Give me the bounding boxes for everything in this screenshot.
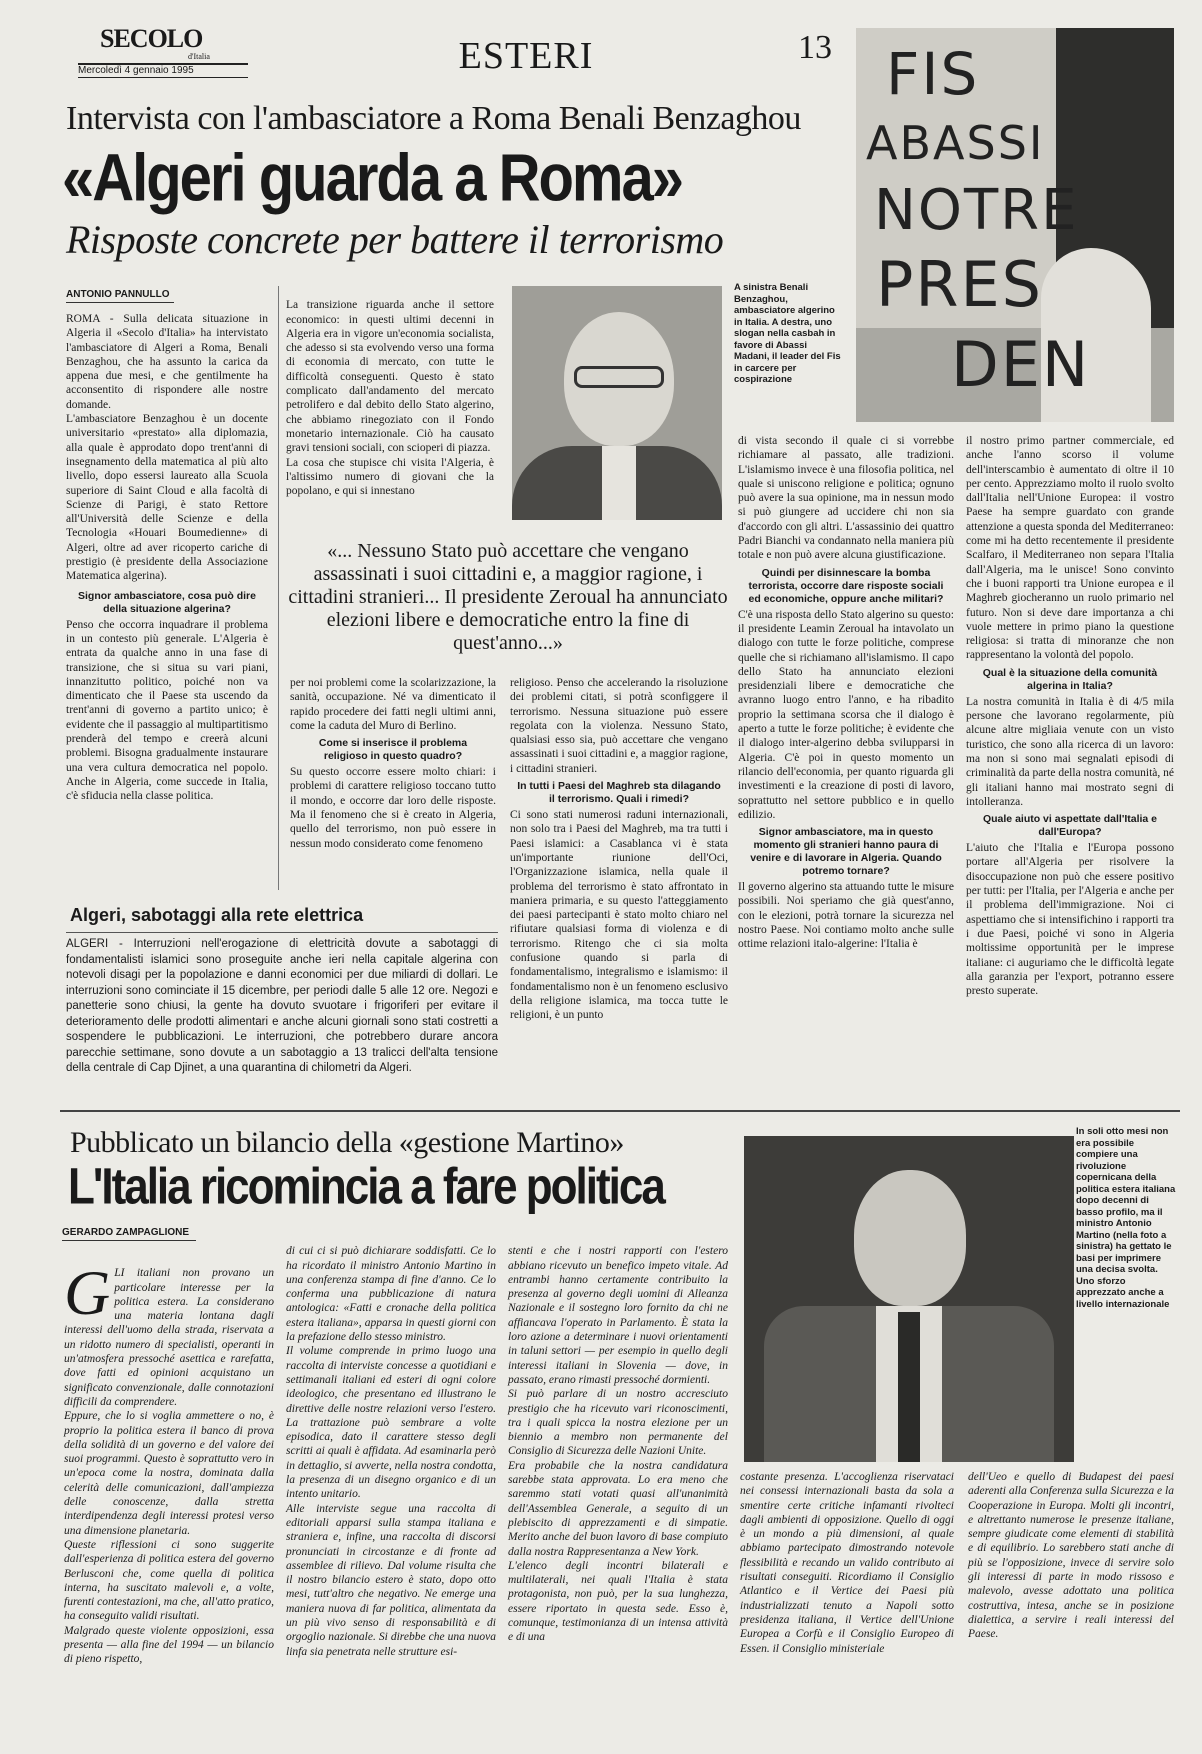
article2-column-2 <box>286 1230 496 1730</box>
news-box-rule <box>66 932 498 933</box>
masthead-logo-block <box>78 26 268 88</box>
ambassador-portrait-photo <box>512 286 722 520</box>
article2-kicker: Pubblicato un bilancio della «gestione Martino» <box>70 1126 624 1159</box>
slogan-line-1: FIS <box>886 40 980 108</box>
section-title: ESTERI <box>458 35 594 77</box>
article2-col1-text: LI italiani non provano un particolare interesse per la politica estera. La considerano una materia lontana dagli interessi dell'uomo della strada, riservata a un ridotto numero di specialisti, operanti in un'atmosfera pressoché asettica e rarefatta, dove fatti ed opinioni acquistano un significato convenzionale, dalle connotazioni difficili da comprendere. Eppure, che lo si voglia ammettere o no, è proprio la politica estera il banco di prova della solidità di un governo e del valore dei suoi programmi. Questo è soprattutto vero in un'epoca come la nostra, dominata dalla celerità delle comunicazioni, dall'ampiezza delle conoscenze, dalla stretta interdipendenza degli interessi protesi verso una dimensione planetaria. Queste riflessioni ci sono suggerite dall'esperienza di politica estera del governo Berlusconi che, come quella di politica interna, ha suscitato malevoli e, a volte, furenti contestazioni, ma che, all'atto pratico, ha conseguito validi risultati. Malgrado queste violente opposizioni, essa presenta — alla fine del 1994 — un bilancio di pieno rispetto, <box>64 1267 274 1666</box>
newspaper-logo: SECOLO <box>100 24 203 53</box>
slogan-line-2: ABASSI <box>866 116 1045 170</box>
issue-date: Mercoledì 4 gennaio 1995 <box>78 63 248 78</box>
article1-col4-p3: Il governo algerino sta attuando tutte le misure possibili. Noi speriamo che già quest'anno, con le elezioni, potrà tornare la sicurezza nel nostro Paese. Noi contiamo molto anche sulle ottime relazioni italo-algerine: l'Italia è <box>738 881 954 951</box>
article1-question-6: Qual è la situazione della comunità algerina in Italia? <box>982 666 1158 692</box>
portrait-glasses-shape <box>574 366 664 388</box>
article1-question-4: Quindi per disinnescare la bomba terrorista, occorre dare risposte sociali ed economiche, oppure anche militari? <box>748 566 944 605</box>
article1-column-4 <box>738 434 954 1104</box>
article1-question-1: Signor ambasciatore, cosa può dire della situazione algerina? <box>78 589 256 615</box>
masthead <box>66 26 836 88</box>
article1-question-5: Signor ambasciatore, ma in questo momento gli stranieri hanno paura di venire e di lavorare in Algeria. Quando potremo tornare? <box>750 826 942 878</box>
article1-question-7: Quale aiuto vi aspettate dall'Italia e dall'Europa? <box>982 813 1158 839</box>
article2-col3-text: stenti e che i nostri rapporti con l'estero abbiano ricevuto un benefico impeto vitale. Ad entrambi hanno certamente contribuito la presenza al governo degli uomini di Alleanza Nazionale e il sostegno loro fornito da chi ne affiancava l'operato in Parlamento. È stata la loro azione a determinare i nuovi orientamenti in taluni settori — per esempio in quello degli interessi italiani in Slovenia — dove, in passato, erano rimasti pressoché dormienti. Si può parlare di un nostro accresciuto prestigio che ha ricevuto vari riconoscimenti, tra i quali spicca la nostra elezione per un biennio a membro non permanente del Consiglio di Sicurezza delle Nazioni Unite. Era probabile che la nostra candidatura sarebbe stata approvata. Lo era meno che saremmo stati votati quasi all'unanimità dell'Assemblea Generale, a seguito di un plebiscito di apprezzamenti e di simpatie. Merito anche del buon lavoro di base compiuto dalla nostra Rappresentanza a New York. L'elenco degli incontri bilaterali e multilaterali, nei quali l'Italia è stata protagonista, non può, per la sua lunghezza, essere riportato in questa sede. Esso è, comunque, testimonianza di un intensa attività e di una <box>508 1245 728 1644</box>
article1-col2-p1: La transizione riguarda anche il settore economico: in questi ultimi decenni in Algeria era in vigore un'economia socialista, che adesso si sta evolvendo verso una forma di economia di mercato, con tutte le difficoltà conseguenti. Questo è stato complicato dall'andamento del mercato petrolifero e dal debito dello Stato algerino, che abbiamo rinegoziato con il Fondo monetario internazionale. Ciò ha causato gravi tensioni sociali, con scioperi di piazza. La cosa che stupisce chi visita l'Algeria, è l'altissimo numero di giovani che la popolano, e qui si innestano <box>286 299 494 498</box>
article1-column-2-top <box>286 284 494 534</box>
news-box <box>66 904 498 1104</box>
article2-column-1 <box>64 1252 274 1722</box>
article1-subheadline: Risposte concrete per battere il terrorismo <box>66 217 724 262</box>
article1-col1-p3: Penso che occorra inquadrare il problema in un contesto più generale. L'Algeria è entrata da qualche anno in una fase di transizione, che si situa su vari piani, innanzitutto politico, poiché non va dimenticato che il Paese sta uscendo da trent'anni di governo a partito unico; è evidente che il passaggio al multipartitismo prenderà del tempo e creerà alcuni problemi. Bisogna gradualmente instaurare una vera cultura democratica nel popolo. Anche in Algeria, come succede in Italia, c'è sfiducia nella classe politica. <box>66 618 268 803</box>
article1-column-2-bottom <box>290 676 496 896</box>
slogan-line-5: DEN <box>951 328 1091 401</box>
article2-byline: GERARDO ZAMPAGLIONE <box>62 1226 196 1241</box>
article2-column-5 <box>968 1470 1174 1730</box>
newspaper-logo-sub: d'Italia <box>188 52 210 61</box>
article2-column-3 <box>508 1230 728 1730</box>
article2-dropcap: G <box>64 1257 111 1329</box>
article1-question-2: Come si inserisce il problema religioso in questo quadro? <box>318 737 468 763</box>
article1-col4-p1: di vista secondo il quale ci si vorrebbe richiamare al passato, alle tradizioni. L'islamismo invece è una filosofia politica, nel quale si uniscono religione e politica; ognuno può avere la sua opinione, ma in nessun modo si può giungere ad uccidere chi non sia d'accordo con gli altri. L'assassinio dei quattro Padri Bianchi va condannato nella maniera più totale e non può avere alcuna giustificazione. <box>738 435 954 562</box>
article1-col2-p3: Su questo occorre essere molto chiari: i problemi di carattere religioso toccano tutto il mondo, e occorre dar loro delle risposte. Ma il fenomeno che si è creato in Algeria, quello del terrorismo, non può essere in nessun modo considerato come fenomeno <box>290 766 496 850</box>
article1-col3-p2: Ci sono stati numerosi raduni internazionali, non solo tra i Paesi del Maghreb, ma tra tutti i Paesi islamici: a Casablanca vi è stata un'importante riunione dell'Oci, l'Organizzazione islamica, nella quale il problema del terrorismo è stato affrontato in maniera primaria, e su questo l'atteggiamento dei paesi partecipanti è stato molto chiaro nel rifiutare qualsiasi forma di violenza e di terrorismo. Ritengo che ci sia molta confusione quando si parla di fondamentalismo, integralismo e islamismo: il fondamentalismo non è un fenomeno esclusivo della religione islamica, ma tocca tutte le religioni, è un punto <box>510 809 728 1022</box>
article1-col1-p1: ROMA - Sulla delicata situazione in Algeria il «Secolo d'Italia» ha intervistato l'ambasciatore di Algeri a Roma, Benali Benzaghou, che ha assunto la carica da appena due mesi, e che gentilmente ha acconsentito di rispondere alle nostre domande. <box>66 313 268 411</box>
article2-photo-caption: In soli otto mesi non era possibile compiere una rivoluzione copernicana della politica estera italiana dopo decenni di basso profilo, ma il ministro Antonio Martino (nella foto a sinistra) ha gettato le basi per imprimere una decisa svolta. Uno sforzo apprezzato anche a livello internazionale <box>1076 1126 1176 1310</box>
article1-column-1 <box>66 312 268 894</box>
article2-col4-text: costante presenza. L'accoglienza riservataci nei consessi internazionali basta da sola a smentire certe critiche infamanti rivolteci dagli ambienti di opposizione. Quello di oggi è un mondo a più dimensioni, al quale abbiamo partecipato dimostrando notevole flessibilità e recando un valido contributo ai risultati conseguiti. Ricordiamo il Consiglio Atlantico e il Vertice dei Paesi più industrializzati tenuto a Napoli sotto presidenza italiana, il Vertice dell'Unione Europea a Corfù e il Consiglio Europeo di Essen. il Consiglio ministeriale <box>740 1471 954 1655</box>
article1-col4-p2: C'è una risposta dello Stato algerino su questo: il presidente Leamin Zeroual ha intavolato un dialogo con tutte le forze politiche, comprese quelle che si richiamano all'islamismo. Il capo dello Stato ha annunciato elezioni presidenziali libere e democratiche che avranno luogo entro l'anno, e ha ribadito proprio la settimana scorsa che il dialogo è aperto a tutte le forze politiche; è evidente che il dialogo inter-algerino debba svilupparsi in Algeria. C'è poi in questo momento un rilancio dell'economia, per quanto riguarda gli investimenti e la creazione di posti di lavoro, soprattutto nel settore pubblico e in quello edilizio. <box>738 608 954 821</box>
article1-col1-p2: L'ambasciatore Benzaghou è un docente universitario «prestato» alla diplomazia, alla quale è approdato dopo trent'anni di insegnamento della matematica al più alto livello, dopo essersi laureato alla Scuola superiore di Saint Cloud e alla facoltà di Scienze di Parigi, è stato Rettore all'Università delle Scienze e della Tecnologia «Houari Boumedienne» di Algeri, oltre ad aver ricoperto cariche di prestigio (è presidente della Associazione Matematica algerina). <box>66 413 268 583</box>
article1-col5-p1: il nostro primo partner commerciale, ed anche l'anno scorso il volume dell'interscambio è aumentato di oltre il 10 per cento. Apprezziamo molto il ruolo svolto dall'Italia nell'Unione Europea: il vostro Paese ha sempre guardato con grande attenzione a questa sponda del Mediterraneo: come mi ha detto recentemente il presidente Scalfaro, il Mediterraneo non separa l'Italia dall'Algeria, ma le unisce! Sono convinto che i buoni rapporti tra Unione europea e il Maghreb giocheranno un ruolo primario nel futuro. Non si deve dare importanza a chi vuole mettere in primo piano la questione religiosa: si tratta di minoranze che non rappresentano la volontà del popolo. <box>966 435 1174 662</box>
fis-slogan-photo <box>856 28 1174 422</box>
article1-headline: «Algeri guarda a Roma» <box>62 140 682 216</box>
article1-col3-p1: religioso. Penso che accelerando la risoluzione dei problemi citati, si potrà sconfiggere il terrorismo. Nessuna situazione può essere regolata con la violenza. Nessuno Stato, qualsiasi esso sia, può accettare che vengano assassinati i suoi cittadini e, a maggior ragione, i cittadini stranieri. <box>510 677 728 775</box>
martino-portrait-photo <box>744 1136 1074 1462</box>
article2-col2-text: di cui ci si può dichiarare soddisfatti. Ce lo ha ricordato il ministro Antonio Martino in una conferenza stampa di fine d'anno. Ce lo conferma una pubblicazione di natura antologica: «Fatti e cronache della politica estera italiana», apparsa in questi giorni con la prefazione dello stesso ministro. Il volume comprende in primo luogo una raccolta di interviste concesse a quotidiani e settimanali italiani ed esteri di ogni colore ideologico, che presentano ed illustrano le direttive delle nostre relazioni verso l'estero. La trattazione può sembrare a volte episodica, dato il carattere stesso degli scritti ai quali è affidata. Ad esaminarla però in dettaglio, si avverte, nella nostra condotta, la presenza di un disegno organico e di un intento unitario. Alle interviste segue una raccolta di editoriali apparsi sulla stampa italiana e straniera e, infine, una raccolta di discorsi pronunciati in circostanze e di fronte ad assemblee di rilievo. Dal volume risulta che il nostro bilancio estero è stato, dopo otto mesi, tutt'altro che negativo. Ne emerge una maniera nuova di far politica, alimentata da un più vivo senso di responsabilità e di orgoglio nazionale. Si direbbe che una nuova linfa sia penetrata nelle strutture esi- <box>286 1245 496 1658</box>
article2-column-4 <box>740 1470 954 1730</box>
article1-col5-p3: L'aiuto che l'Italia e l'Europa possono portare all'Algeria per risolvere la disoccupazione non può che essere positivo per tutti: per l'Italia, per l'Algeria e anche per il problema dell'immigrazione. Noi ci aspettiamo che si intensifichino i rapporti tra i due Paesi, poiché vi sono in Algeria moltissime opportunità per le imprese italiane: ci auguriamo che le difficoltà legate alla garanzia per l'export, potranno essere presto superate. <box>966 842 1174 998</box>
article1-col5-p2: La nostra comunità in Italia è di 4/5 mila persone che lavorano regolarmente, più alcune altre migliaia venute con un visto turistico, che sono alla ricerca di un lavoro: ma non si sono mai segnalati episodi di criminalità da parte della nostra comunità, né gli italiani hanno mai mostrato segni di intolleranza. <box>966 695 1174 808</box>
article2-col5-text: dell'Ueo e quello di Budapest dei paesi aderenti alla Conferenza sulla Sicurezza e la Cooperazione in Europa. Molti gli incontri, e altrettanto numerose le presenze italiane, sempre giudicate come elementi di stabilità e di equilibrio. Lo sarebbero stati anche di più se l'opposizione, invece di servire solo gli interessi di parte in modo rissoso e malevolo, avesse adottato una politica costruttiva, intesa, anche se in posizione dialettica, a servire i reali interessi del Paese. <box>968 1471 1174 1641</box>
article2-headline: L'Italia ricomincia a fare politica <box>68 1158 664 1216</box>
article1-column-3 <box>510 676 728 1104</box>
article-separator <box>60 1110 1180 1112</box>
martino-suit-right-shape <box>942 1306 1054 1462</box>
column-divider <box>278 286 279 890</box>
article1-byline: ANTONIO PANNULLO <box>66 288 174 303</box>
page-number: 13 <box>798 29 832 66</box>
slogan-line-4: PRES <box>876 248 1043 321</box>
martino-suit-left-shape <box>764 1306 876 1462</box>
article1-column-5 <box>966 434 1174 1104</box>
article1-kicker: Intervista con l'ambasciatore a Roma Benali Benzaghou <box>66 100 801 137</box>
article1-col2-p2: per noi problemi come la scolarizzazione, la sanità, occupazione. Né va dimenticato il rapido procedere dei fatti negli ultimi anni, come la caduta del Muro di Berlino. <box>290 677 496 732</box>
article1-pullquote: «... Nessuno Stato può accettare che vengano assassinati i suoi cittadini e, a maggior ragione, i cittadini stranieri... Il presidente Zeroual ha annunciato elezioni libere e democratiche entro la fine di quest'anno...» <box>288 540 728 654</box>
news-box-text: ALGERI - Interruzioni nell'erogazione di elettricità dovute a sabotaggi di fondamentalisti islamici sono proseguite anche ieri nella capitale algerina con notevoli disagi per la popolazione e danni economici per due miliardi di dollari. Le interruzioni sono cominciate il 15 dicembre, per periodi dalle 5 alle 12 ore. Negozi e panetterie sono chiusi, la gente ha dovuto svuotare i frigoriferi per evitare il deterioramento delle prodotti alimentari e anche alcuni giornali sono stati costretti a sospendere le pubblicazioni. Le interruzioni, che potrebbero durare ancora parecchie settimane, sono dovute a un sabotaggio a 13 tralicci dell'alta tensione della centrale di Cap Djinet, a una quarantina di chilometri da Algeri. <box>66 938 498 1074</box>
article1-photo-caption: A sinistra Benali Benzaghou, ambasciatore algerino in Italia. A destra, uno slogan nella casbah in favore di Abassi Madani, il leader del Fis in carcere per cospirazione <box>734 282 841 385</box>
portrait-shirt-shape <box>602 446 636 520</box>
article1-question-3: In tutti i Paesi del Maghreb sta dilagando il terrorismo. Quali i rimedi? <box>517 780 721 806</box>
martino-head-shape <box>854 1170 966 1306</box>
slogan-line-3: NOTRE <box>874 178 1079 243</box>
martino-tie-shape <box>898 1312 920 1462</box>
news-box-title: Algeri, sabotaggi alla rete elettrica <box>70 905 364 925</box>
